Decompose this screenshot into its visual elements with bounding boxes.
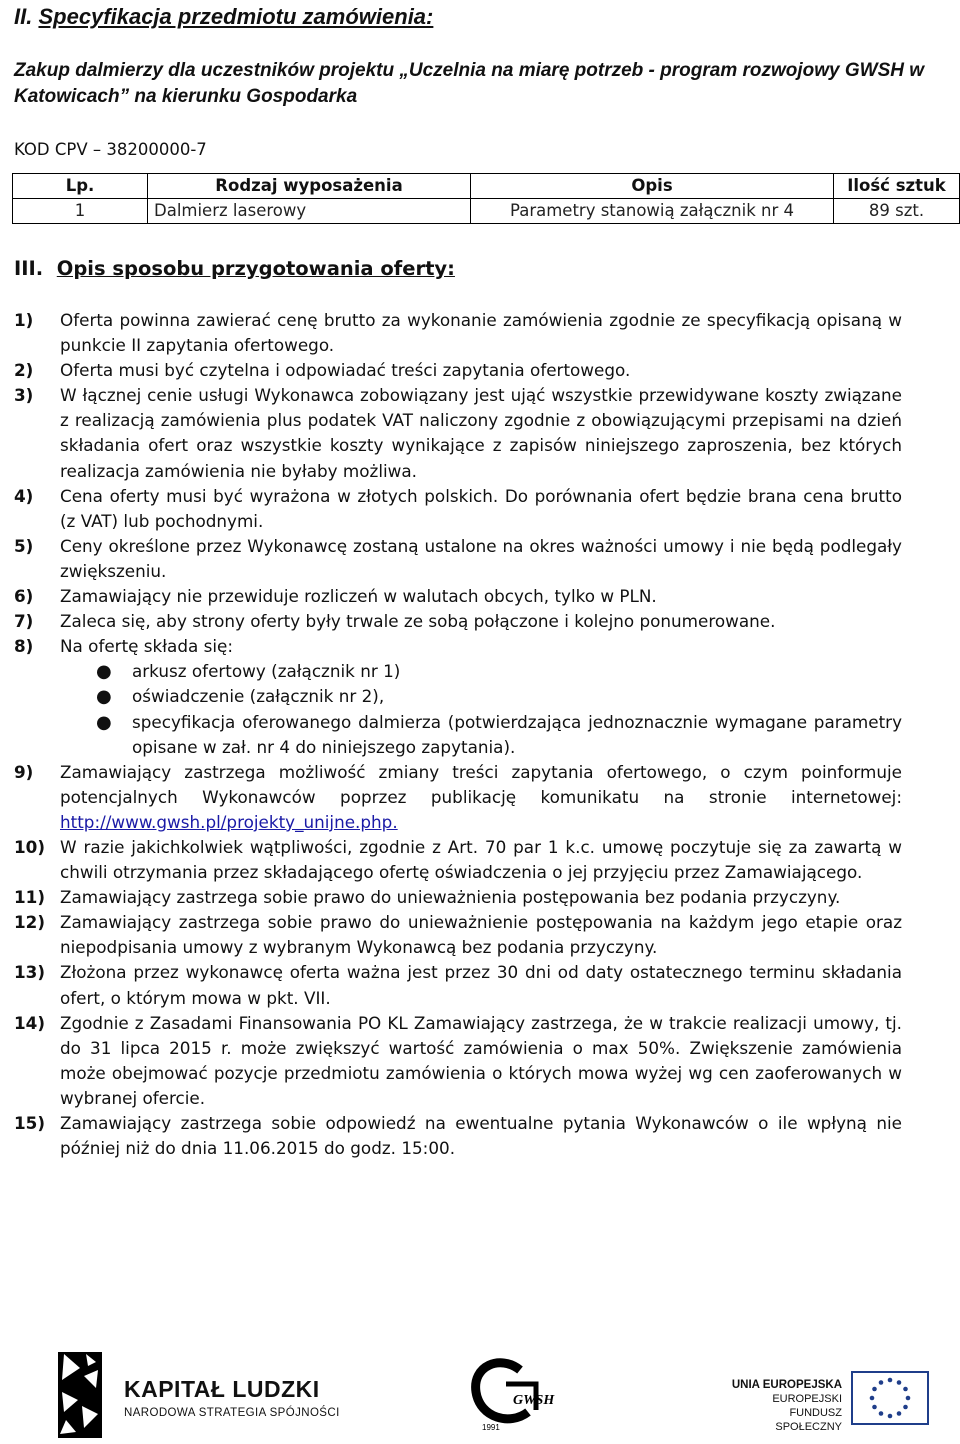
eu-line-3: FUNDUSZ SPOŁECZNY: [775, 1407, 842, 1433]
table-row: [13, 199, 960, 224]
section-3-number: III.: [14, 257, 44, 280]
item-number: 6): [14, 586, 34, 607]
item-text: W razie jakichkolwiek wątpliwości, zgodnie z Art. 70 par 1 k.c. umowę poczytuje się za zawartą w chwili otrzymania przez składającego ofertę oświadczenia o jej przyjęciu przez Zamawiającego.: [60, 836, 902, 883]
bullet-text: arkusz ofertowy (załącznik nr 1): [132, 661, 401, 682]
specification-table: [12, 173, 960, 224]
bullet-icon: ●: [96, 686, 112, 708]
item-text: Zgodnie z Zasadami Finansowania PO KL Zamawiający zastrzega, że w trakcie realizacji umowy, tj. do 31 lipca 2015 r. może zwiększyć wartość zamówienia o max 50%. Zwiększenie zamówienia może obejmować pozycje przedmiotu zamówienia o których mowa wyżej wg cen zaoferowanych w wybranej ofercie.: [60, 1012, 902, 1108]
list-item: [14, 760, 902, 835]
item-number: 11): [14, 887, 46, 908]
bullet-item: [60, 684, 902, 709]
bullet-icon: ●: [96, 661, 112, 683]
item-number: 10): [14, 836, 46, 857]
eu-fund-text: [722, 1378, 842, 1434]
header-description: Opis: [471, 174, 834, 199]
item-text: Ceny określone przez Wykonawcę zostaną ustalone na okres ważności umowy i nie będą podlegały zwiększeniu.: [60, 535, 902, 581]
item-text: Zamawiający zastrzega sobie prawo do unieważnienia postępowania bez podania przyczyny.: [60, 887, 841, 908]
item-number: 9): [14, 761, 34, 782]
eu-flag-icon: [852, 1372, 928, 1424]
item-text: Złożona przez wykonawcę oferta ważna jest przez 30 dni od daty ostatecznego terminu składania ofert, o którym mowa w pkt. VII.: [60, 962, 902, 1008]
item-text: Na ofertę składa się:: [60, 636, 233, 657]
gwsh-logo-icon: [476, 1363, 556, 1432]
kapital-ludzki-title: KAPITAŁ LUDZKI: [124, 1376, 320, 1402]
list-item: [14, 960, 902, 1010]
eu-line-2: EUROPEJSKI: [772, 1393, 842, 1405]
item-text: Oferta powinna zawierać cenę brutto za wykonanie zamówienia zgodnie ze specyfikacją opisaną w punkcie II zapytania ofertowego.: [60, 310, 902, 356]
item-text: Zamawiający nie przewiduje rozliczeń w walutach obcych, tylko w PLN.: [60, 586, 657, 607]
bullet-item: [60, 710, 902, 760]
bullet-text: oświadczenie (załącznik nr 2),: [132, 686, 385, 707]
item-number: 12): [14, 912, 46, 933]
item-number: 7): [14, 611, 34, 632]
gwsh-projects-link[interactable]: http://www.gwsh.pl/projekty_unijne.php.: [60, 811, 398, 832]
header-equipment-type: Rodzaj wyposażenia: [148, 174, 471, 199]
item-text: Zamawiający zastrzega możliwość zmiany treści zapytania ofertowego, o czym poinformuje potencjalnych Wykonawców poprzez publikację komunikatu na stronie internetowej:: [60, 761, 902, 807]
item-number: 13): [14, 962, 46, 983]
list-item: [14, 308, 902, 358]
gwsh-logo-text: GWSH: [513, 1393, 555, 1408]
section-2-heading: [14, 2, 433, 32]
item-number: 1): [14, 310, 34, 330]
cell-equipment-type: Dalmierz laserowy: [148, 199, 471, 224]
item-number: 4): [14, 485, 34, 506]
list-item: [14, 358, 902, 383]
item-text: Zamawiający zastrzega sobie odpowiedź na ewentualne pytania Wykonawców o ile wpłyną nie później niż do dnia 11.06.2015 do godz. 15:00.: [60, 1113, 902, 1159]
offer-contents-list: [60, 659, 902, 759]
item-text: Cena oferty musi być wyrażona w złotych polskich. Do porównania ofert będzie brana cena brutto (z VAT) lub pochodnymi.: [60, 485, 902, 531]
eu-line-1: UNIA EUROPEJSKA: [731, 1379, 842, 1391]
item-number: 15): [14, 1113, 46, 1133]
header-lp: Lp.: [13, 174, 148, 199]
item-number: 2): [14, 360, 34, 381]
cell-quantity: 89 szt.: [834, 199, 960, 224]
bullet-item: [60, 659, 902, 684]
section-2-number: II.: [14, 4, 33, 29]
list-item: [14, 609, 902, 634]
header-quantity: Ilość sztuk: [834, 174, 960, 199]
cell-description: Parametry stanowią załącznik nr 4: [471, 199, 834, 224]
list-item: [14, 534, 902, 584]
list-item: [14, 1011, 902, 1111]
list-item: [14, 383, 902, 483]
list-item: [14, 835, 902, 885]
item-text: Zaleca się, aby strony oferty były trwale ze sobą połączone i kolejno ponumerowane.: [60, 611, 776, 632]
cell-lp: 1: [13, 199, 148, 224]
gwsh-logo-year: 1991: [482, 1423, 500, 1432]
item-number: 8): [14, 636, 34, 657]
item-number: 5): [14, 535, 34, 556]
list-item: [14, 1111, 902, 1161]
section-2-title: Specyfikacja przedmiotu zamówienia:: [38, 4, 434, 29]
kapital-ludzki-emblem-icon: [58, 1352, 102, 1438]
section-3-title: Opis sposobu przygotowania oferty:: [56, 257, 455, 280]
offer-requirements-list: [14, 308, 902, 1161]
section-3-heading: [14, 255, 455, 283]
table-header-row: [13, 174, 960, 199]
item-text: Zamawiający zastrzega sobie prawo do unieważnienie postępowania na każdym jego etapie oraz niepodpisania umowy z wybranym Wykonawcą bez podania przyczyny.: [60, 912, 902, 958]
bullet-text: specyfikacja oferowanego dalmierza (potwierdzająca jednoznacznie wymagane parametry opisane w zał. nr 4 do niniejszego zapytania).: [132, 711, 902, 757]
list-item: [14, 885, 902, 910]
bullet-icon: ●: [96, 711, 112, 733]
list-item: [14, 910, 902, 960]
list-item: [14, 584, 902, 609]
item-text: Oferta musi być czytelna i odpowiadać treści zapytania ofertowego.: [60, 360, 631, 381]
order-subject-title: Zakup dalmierzy dla uczestników projektu „Uczelnia na miarę potrzeb - program rozwojowy GWSH w Katowicach” na kierunku Gospodarka: [14, 60, 925, 107]
item-number: 3): [14, 385, 34, 406]
item-number: 14): [14, 1012, 46, 1033]
cpv-code: KOD CPV – 38200000-7: [14, 140, 207, 159]
kapital-ludzki-subtitle: NARODOWA STRATEGIA SPÓJNOŚCI: [124, 1407, 340, 1419]
list-item: [14, 484, 902, 534]
list-item: [14, 634, 902, 759]
item-text: W łącznej cenie usługi Wykonawca zobowiązany jest ująć wszystkie przewidywane koszty związane z realizacją zamówienia plus podatek VAT naliczony zgodnie z obowiązującymi przepisami na dzień składania ofert oraz wszystkie koszty wynikające z zapisów niniejszego zaproszenia, bez których realizacja zamówienia nie byłaby możliwa.: [60, 385, 902, 481]
